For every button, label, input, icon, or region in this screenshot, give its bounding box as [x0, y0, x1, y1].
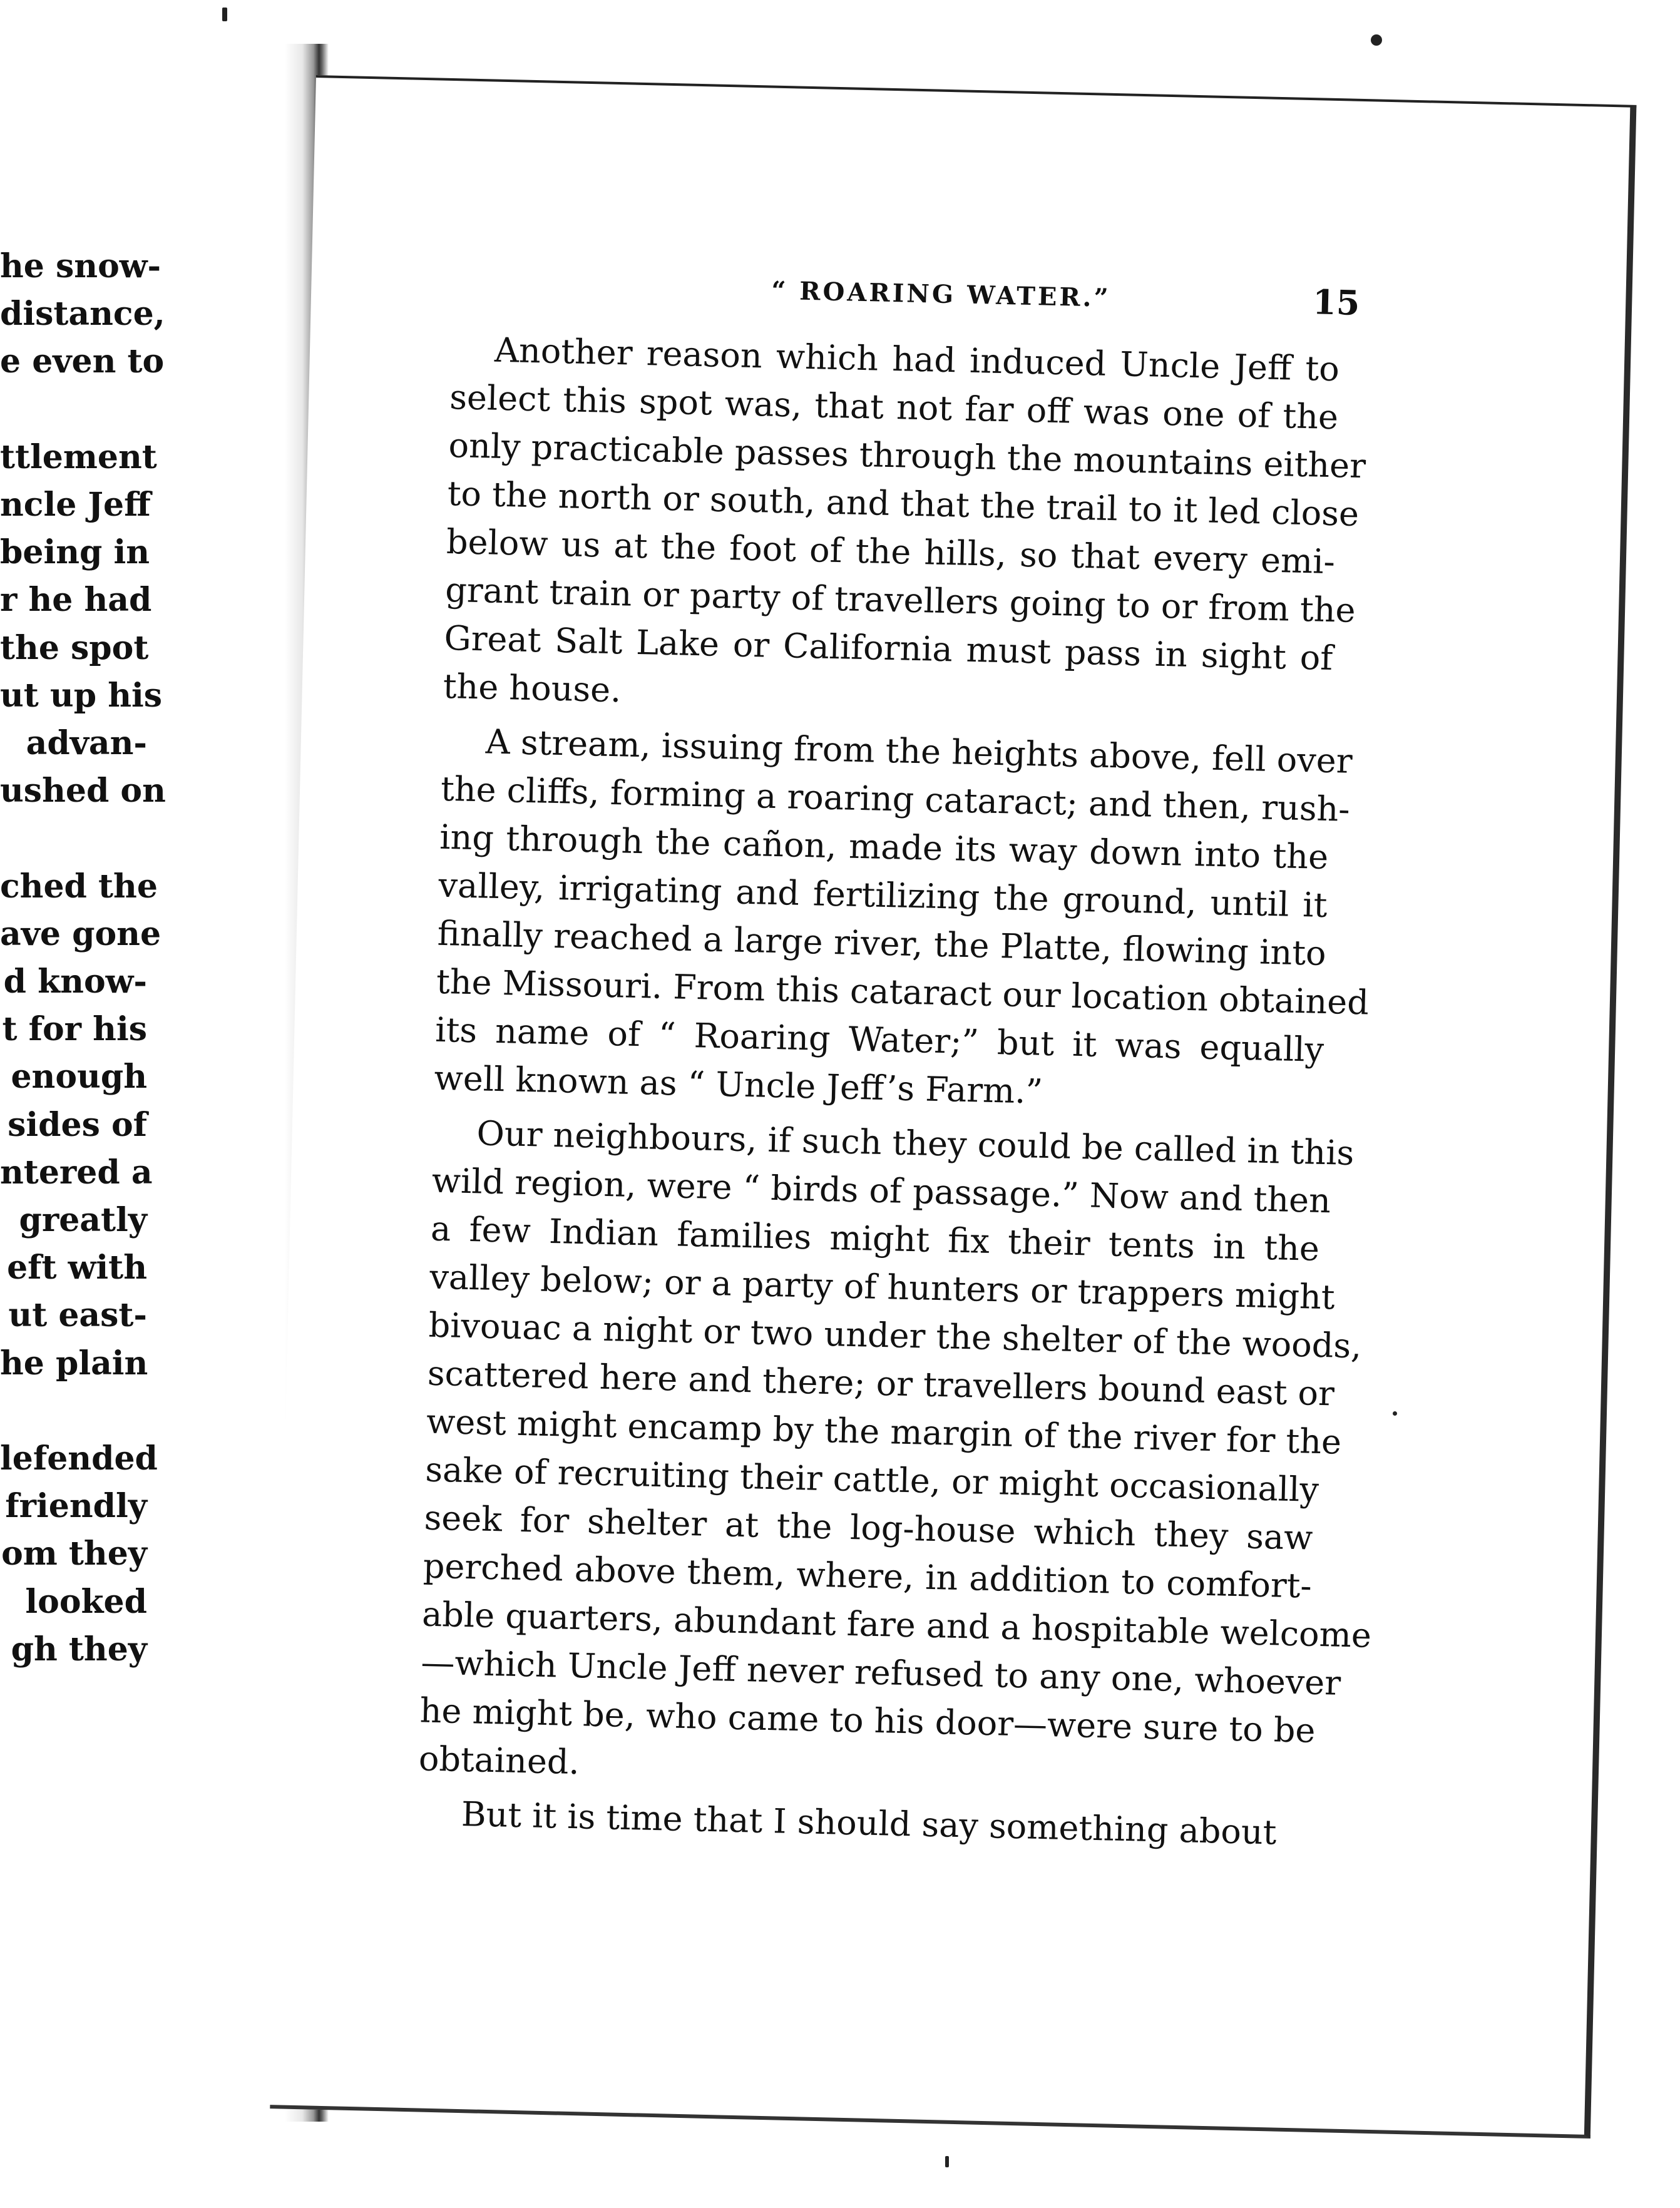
running-head: “ ROARING WATER.”: [771, 275, 1112, 313]
left-page-line: lefended: [0, 1439, 158, 1478]
left-page-line: looked: [25, 1582, 147, 1621]
left-page-line: being in: [0, 533, 150, 572]
text-line: west might encamp by the margin of the river for the: [426, 1401, 1342, 1462]
paragraph: [433, 717, 1370, 1122]
text-line: seek for shelter at the log-house which they saw: [424, 1498, 1314, 1558]
paragraph: [443, 325, 1366, 730]
left-page-line: ntered a: [0, 1153, 153, 1192]
left-page-line: ave gone: [0, 914, 161, 953]
text-line: well known as “ Uncle Jeff’s Farm.”: [433, 1058, 1043, 1112]
left-page-line: r he had: [0, 581, 152, 620]
text-line: bivouac a night or two under the shelter of the woods,: [428, 1305, 1362, 1366]
text-line: below us at the foot of the hills, so that every emi-: [446, 521, 1336, 582]
left-page-line: ttlement: [0, 437, 157, 476]
text-line: wild region, were “ birds of passage.” Now and then: [431, 1160, 1331, 1221]
left-page-line: he plain: [0, 1344, 148, 1383]
text-line: perched above them, where, in addition to comfort-: [423, 1546, 1313, 1606]
left-page-fragment: [0, 56, 318, 2115]
left-page-line: advan-: [26, 724, 147, 762]
left-page-line: t for his: [2, 1010, 147, 1049]
text-line: the cliffs, forming a roaring cataract; and then, rush-: [440, 769, 1351, 829]
body-text: [417, 325, 1372, 1864]
left-page-line: gh they: [11, 1630, 147, 1669]
text-line: obtained.: [418, 1739, 580, 1782]
text-line: the Missouri. From this cataract our location obtained: [436, 961, 1370, 1023]
text-line: valley, irrigating and fertilizing the ground, until it: [438, 865, 1328, 925]
left-page-line: sides of: [8, 1105, 147, 1144]
right-page: [270, 75, 1636, 2139]
paragraph: [418, 1108, 1372, 1803]
text-line: Another reason which had induced Uncle Jeff to: [494, 330, 1340, 389]
dust-speck: [945, 2156, 949, 2167]
left-page-line: d know-: [3, 963, 147, 1001]
left-page-line: ut east-: [8, 1296, 147, 1335]
text-line: A stream, issuing from the heights above, fell over: [485, 722, 1353, 781]
left-page-line: ut up his: [0, 676, 163, 715]
text-line: select this spot was, that not far off was one of the: [449, 377, 1339, 437]
text-line: he might be, who came to his door—were sure to be: [419, 1690, 1316, 1751]
left-page-line: ncle Jeff: [0, 486, 151, 524]
text-line: to the north or south, and that the trail to it led close: [447, 473, 1360, 534]
dust-speck: [1393, 1411, 1397, 1416]
text-line: But it is time that I should say something about: [461, 1794, 1278, 1853]
text-line: finally reached a large river, the Platte, flowing into: [437, 913, 1327, 973]
text-line: only practicable passes through the mountains either: [448, 425, 1366, 486]
left-page-line: eft with: [7, 1249, 147, 1287]
text-line: a few Indian families might fix their tents in the: [430, 1209, 1320, 1269]
dust-speck: [1371, 34, 1382, 46]
dust-speck: [222, 8, 227, 21]
text-line: sake of recruiting their cattle, or might occasionally: [424, 1449, 1319, 1510]
text-line: grant train or party of travellers going to or from the: [444, 570, 1356, 630]
text-line: the house.: [443, 666, 622, 710]
text-line: valley below; or a party of hunters or trappers might: [429, 1257, 1336, 1317]
text-line: its name of “ Roaring Water;” but it was equally: [434, 1009, 1324, 1070]
left-page-line: friendly: [5, 1487, 147, 1526]
left-page-line: e even to: [0, 342, 165, 381]
text-line: scattered here and there; or travellers bound east or: [427, 1353, 1335, 1414]
left-page-line: ched the: [0, 867, 158, 906]
page-number: 15: [1312, 282, 1361, 323]
left-page-line: he snow-: [0, 247, 161, 285]
text-line: able quarters, abundant fare and a hospitable welcome: [421, 1594, 1372, 1655]
text-line: ing through the cañon, made its way down into the: [439, 817, 1329, 877]
left-page-line: the spot: [0, 628, 149, 667]
left-page-line: enough: [11, 1058, 147, 1096]
left-page-line: greatly: [19, 1201, 147, 1239]
text-line: Our neighbours, if such they could be called in this: [476, 1113, 1355, 1173]
text-line: Great Salt Lake or California must pass in sight of: [443, 618, 1333, 678]
left-page-line: om they: [1, 1535, 147, 1573]
left-page-line: distance,: [0, 295, 165, 334]
left-page-line: ushed on: [0, 772, 166, 810]
text-line: —which Uncle Jeff never refused to any one, whoever: [420, 1642, 1341, 1703]
